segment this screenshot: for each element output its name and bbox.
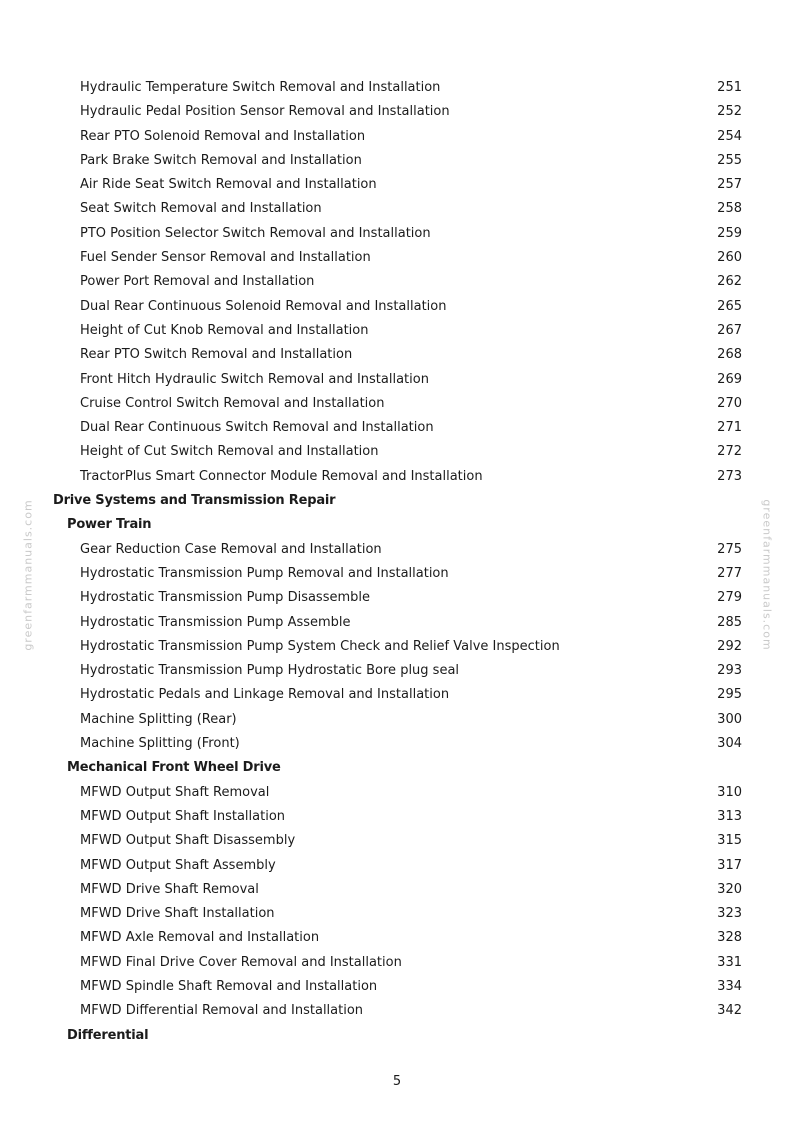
toc-entry-title: Height of Cut Switch Removal and Installation <box>80 444 379 460</box>
toc-entry-title: Fuel Sender Sensor Removal and Installation <box>80 250 371 266</box>
toc-entry-title: Height of Cut Knob Removal and Installation <box>80 322 369 338</box>
toc-entry-page-number: 285 <box>717 614 742 630</box>
toc-entry-title: MFWD Output Shaft Assembly <box>80 857 276 873</box>
toc-section-heading <box>0 489 794 513</box>
toc-entry[interactable] <box>0 319 794 343</box>
toc-entry[interactable] <box>0 392 794 416</box>
toc-entry-title: Dual Rear Continuous Solenoid Removal and Installation <box>80 298 447 314</box>
toc-entry[interactable] <box>0 975 794 999</box>
toc-entry[interactable] <box>0 270 794 294</box>
toc-entry-page-number: 295 <box>717 687 742 703</box>
toc-entry-title: MFWD Axle Removal and Installation <box>80 930 320 946</box>
toc-entry[interactable] <box>0 440 794 464</box>
toc-entry[interactable] <box>0 343 794 367</box>
toc-entry-title: Power Train <box>67 517 152 533</box>
toc-entry-page-number: 279 <box>717 590 742 606</box>
toc-entry-title: MFWD Final Drive Cover Removal and Installation <box>80 954 402 970</box>
toc-entry-page-number: 331 <box>717 954 742 970</box>
toc-entry-page-number: 317 <box>717 857 742 873</box>
toc-entry-page-number: 268 <box>717 347 742 363</box>
toc-entry-title: Hydraulic Temperature Switch Removal and Installation <box>80 80 441 95</box>
toc-subsection-heading <box>0 1024 794 1048</box>
toc-entry-title: Hydrostatic Transmission Pump Disassemble <box>80 590 370 606</box>
page-number: 5 <box>392 1074 402 1089</box>
toc-entry-title: MFWD Output Shaft Disassembly <box>80 833 296 849</box>
toc-entry-page-number: 254 <box>717 128 742 144</box>
toc-entry-page-number: 252 <box>717 104 742 120</box>
toc-entry[interactable] <box>0 611 794 635</box>
toc-entry[interactable] <box>0 562 794 586</box>
toc-entry-page-number: 342 <box>717 1003 742 1019</box>
toc-entry[interactable] <box>0 222 794 246</box>
toc-entry-title: PTO Position Selector Switch Removal and Installation <box>80 225 431 241</box>
toc-entry[interactable] <box>0 708 794 732</box>
toc-entry[interactable] <box>0 76 794 100</box>
toc-entry[interactable] <box>0 999 794 1023</box>
toc-entry[interactable] <box>0 173 794 197</box>
toc-entry-page-number: 260 <box>717 250 742 266</box>
toc-entry-title: MFWD Spindle Shaft Removal and Installation <box>80 978 378 994</box>
toc-entry-title: Dual Rear Continuous Switch Removal and Installation <box>80 420 434 436</box>
toc-entry-title: Power Port Removal and Installation <box>80 274 315 290</box>
toc-entry[interactable] <box>0 586 794 610</box>
toc-entry-title: Mechanical Front Wheel Drive <box>67 760 281 776</box>
toc-entry[interactable] <box>0 635 794 659</box>
toc-entry[interactable] <box>0 100 794 124</box>
toc-entry-title: MFWD Drive Shaft Removal <box>80 881 259 897</box>
toc-entry-page-number: 328 <box>717 930 742 946</box>
toc-entry-page-number: 277 <box>717 565 742 581</box>
table-of-contents <box>0 76 794 1048</box>
toc-entry[interactable] <box>0 854 794 878</box>
toc-entry-title: MFWD Output Shaft Installation <box>80 808 286 824</box>
toc-entry-title: Rear PTO Switch Removal and Installation <box>80 347 353 363</box>
toc-entry-page-number: 251 <box>717 80 742 95</box>
toc-entry-title: Rear PTO Solenoid Removal and Installation <box>80 128 366 144</box>
toc-entry-title: TractorPlus Smart Connector Module Removal and Installation <box>80 468 483 484</box>
toc-entry-title: MFWD Differential Removal and Installation <box>80 1003 364 1019</box>
toc-entry-title: Differential <box>67 1027 149 1043</box>
toc-entry-page-number: 300 <box>717 711 742 727</box>
toc-entry-page-number: 292 <box>717 638 742 654</box>
watermark-left: greenfarmmanuals.com <box>21 499 35 651</box>
toc-entry[interactable] <box>0 926 794 950</box>
toc-entry[interactable] <box>0 125 794 149</box>
toc-entry-page-number: 265 <box>717 298 742 314</box>
toc-entry[interactable] <box>0 149 794 173</box>
toc-entry-page-number: 262 <box>717 274 742 290</box>
toc-subsection-heading <box>0 513 794 537</box>
watermark-right: greenfarmmanuals.com <box>760 499 774 651</box>
toc-entry-page-number: 269 <box>717 371 742 387</box>
toc-entry[interactable] <box>0 538 794 562</box>
toc-entry-page-number: 270 <box>717 395 742 411</box>
toc-entry-title: Hydrostatic Transmission Pump System Check and Relief Valve Inspection <box>80 638 560 654</box>
toc-entry[interactable] <box>0 878 794 902</box>
toc-entry[interactable] <box>0 197 794 221</box>
toc-entry-title: Machine Splitting (Front) <box>80 736 240 752</box>
toc-entry[interactable] <box>0 732 794 756</box>
toc-entry[interactable] <box>0 368 794 392</box>
toc-entry-title: Hydraulic Pedal Position Sensor Removal and Installation <box>80 104 450 120</box>
toc-entry[interactable] <box>0 781 794 805</box>
toc-entry-title: Hydrostatic Transmission Pump Assemble <box>80 614 351 630</box>
toc-entry-title: Drive Systems and Transmission Repair <box>53 493 336 509</box>
toc-entry-title: MFWD Output Shaft Removal <box>80 784 270 800</box>
toc-entry[interactable] <box>0 683 794 707</box>
toc-entry-page-number: 323 <box>717 906 742 922</box>
toc-entry-title: Seat Switch Removal and Installation <box>80 201 322 217</box>
toc-subsection-heading <box>0 756 794 780</box>
toc-entry-page-number: 273 <box>717 468 742 484</box>
toc-entry-page-number: 310 <box>717 784 742 800</box>
toc-entry-page-number: 320 <box>717 881 742 897</box>
toc-entry-title: MFWD Drive Shaft Installation <box>80 906 275 922</box>
toc-entry[interactable] <box>0 295 794 319</box>
toc-entry-page-number: 315 <box>717 833 742 849</box>
toc-entry-title: Air Ride Seat Switch Removal and Installation <box>80 177 377 193</box>
toc-entry-title: Machine Splitting (Rear) <box>80 711 237 727</box>
toc-entry-title: Cruise Control Switch Removal and Installation <box>80 395 385 411</box>
toc-entry-title: Hydrostatic Transmission Pump Hydrostatic Bore plug seal <box>80 663 460 679</box>
toc-entry-title: Hydrostatic Transmission Pump Removal and Installation <box>80 565 449 581</box>
toc-entry[interactable] <box>0 951 794 975</box>
toc-entry-title: Hydrostatic Pedals and Linkage Removal and Installation <box>80 687 450 703</box>
toc-entry-page-number: 304 <box>717 736 742 752</box>
toc-entry-page-number: 258 <box>717 201 742 217</box>
toc-entry-page-number: 259 <box>717 225 742 241</box>
toc-entry[interactable] <box>0 465 794 489</box>
toc-entry-page-number: 267 <box>717 322 742 338</box>
toc-entry-page-number: 275 <box>717 541 742 557</box>
toc-entry[interactable] <box>0 902 794 926</box>
toc-entry[interactable] <box>0 829 794 853</box>
toc-entry-page-number: 334 <box>717 978 742 994</box>
toc-entry[interactable] <box>0 246 794 270</box>
toc-entry-title: Park Brake Switch Removal and Installation <box>80 152 362 168</box>
toc-entry-page-number: 257 <box>717 177 742 193</box>
toc-entry[interactable] <box>0 659 794 683</box>
toc-entry-title: Gear Reduction Case Removal and Installation <box>80 541 382 557</box>
toc-entry-page-number: 272 <box>717 444 742 460</box>
toc-entry-page-number: 255 <box>717 152 742 168</box>
toc-entry-page-number: 271 <box>717 420 742 436</box>
toc-entry-title: Front Hitch Hydraulic Switch Removal and Installation <box>80 371 429 387</box>
toc-entry[interactable] <box>0 416 794 440</box>
toc-entry-page-number: 293 <box>717 663 742 679</box>
toc-entry[interactable] <box>0 805 794 829</box>
toc-entry-page-number: 313 <box>717 808 742 824</box>
